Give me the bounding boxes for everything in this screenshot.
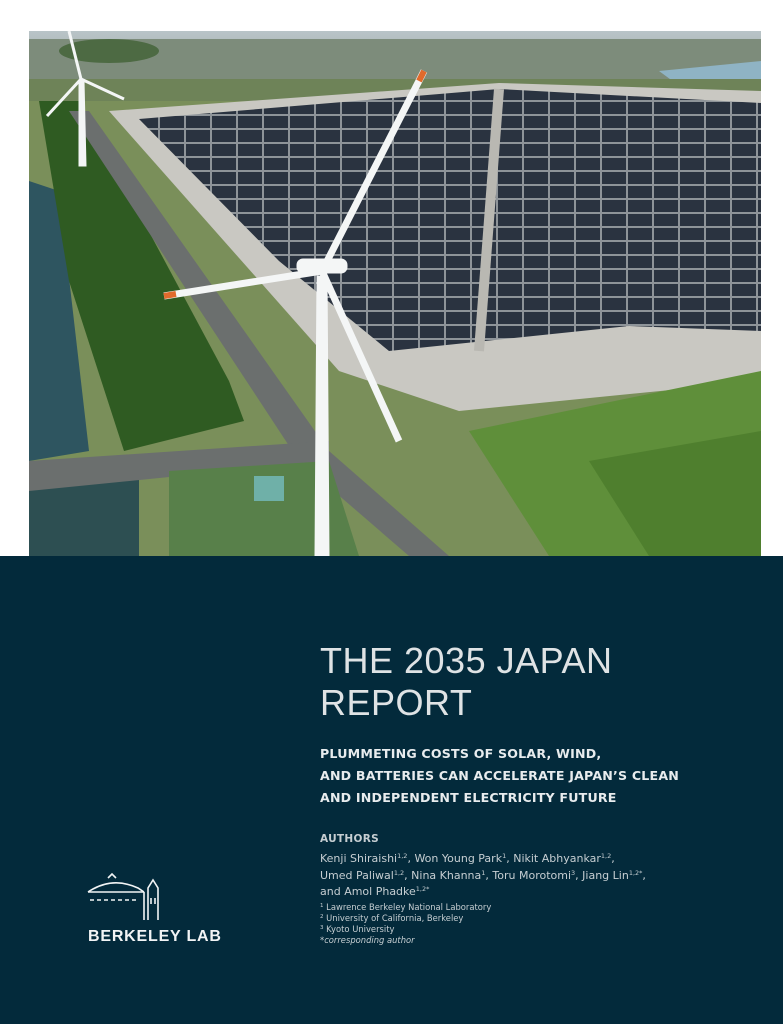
author: Nina Khanna$^1$, [411,868,493,882]
affiliation: $^2$ University of California, Berkeley [320,913,464,923]
authors-list [320,851,720,901]
report-title [320,640,612,724]
berkeley-lab-logo-icon [86,870,166,929]
subtitle-line: AND INDEPENDENT ELECTRICITY FUTURE [320,790,617,805]
affiliation: $^1$ Lawrence Berkeley National Laboratory [320,902,492,912]
report-subtitle [320,743,679,809]
subtitle-line: AND BATTERIES CAN ACCELERATE JAPAN’S CLEAN [320,768,680,783]
subtitle-line: PLUMMETING COSTS OF SOLAR, WIND, [320,746,602,761]
title-line-1: THE 2035 JAPAN [320,640,613,681]
authors-heading: AUTHORS [320,833,379,845]
title-line-2: REPORT [320,682,473,723]
author: Kenji Shiraishi$^{1,2}$, [320,852,415,865]
corresponding-author-note: *corresponding author [320,935,415,945]
author: Toru Morotomi$^3$, [492,868,583,882]
author: Umed Paliwal$^{1,2}$, [320,868,412,882]
author: Jiang Lin$^{1,2*}$, [582,868,646,882]
cover-photo-wind-solar-farm [29,31,761,556]
author: and Amol Phadke$^{1,2*}$ [320,885,430,898]
affiliation: $^3$ Kyoto University [320,924,395,934]
author: Nikit Abhyankar$^{1,2}$, [513,852,615,865]
affiliations [320,902,491,946]
author: Won Young Park$^1$, [414,852,514,865]
berkeley-lab-logo-text: BERKELEY LAB [88,928,222,945]
